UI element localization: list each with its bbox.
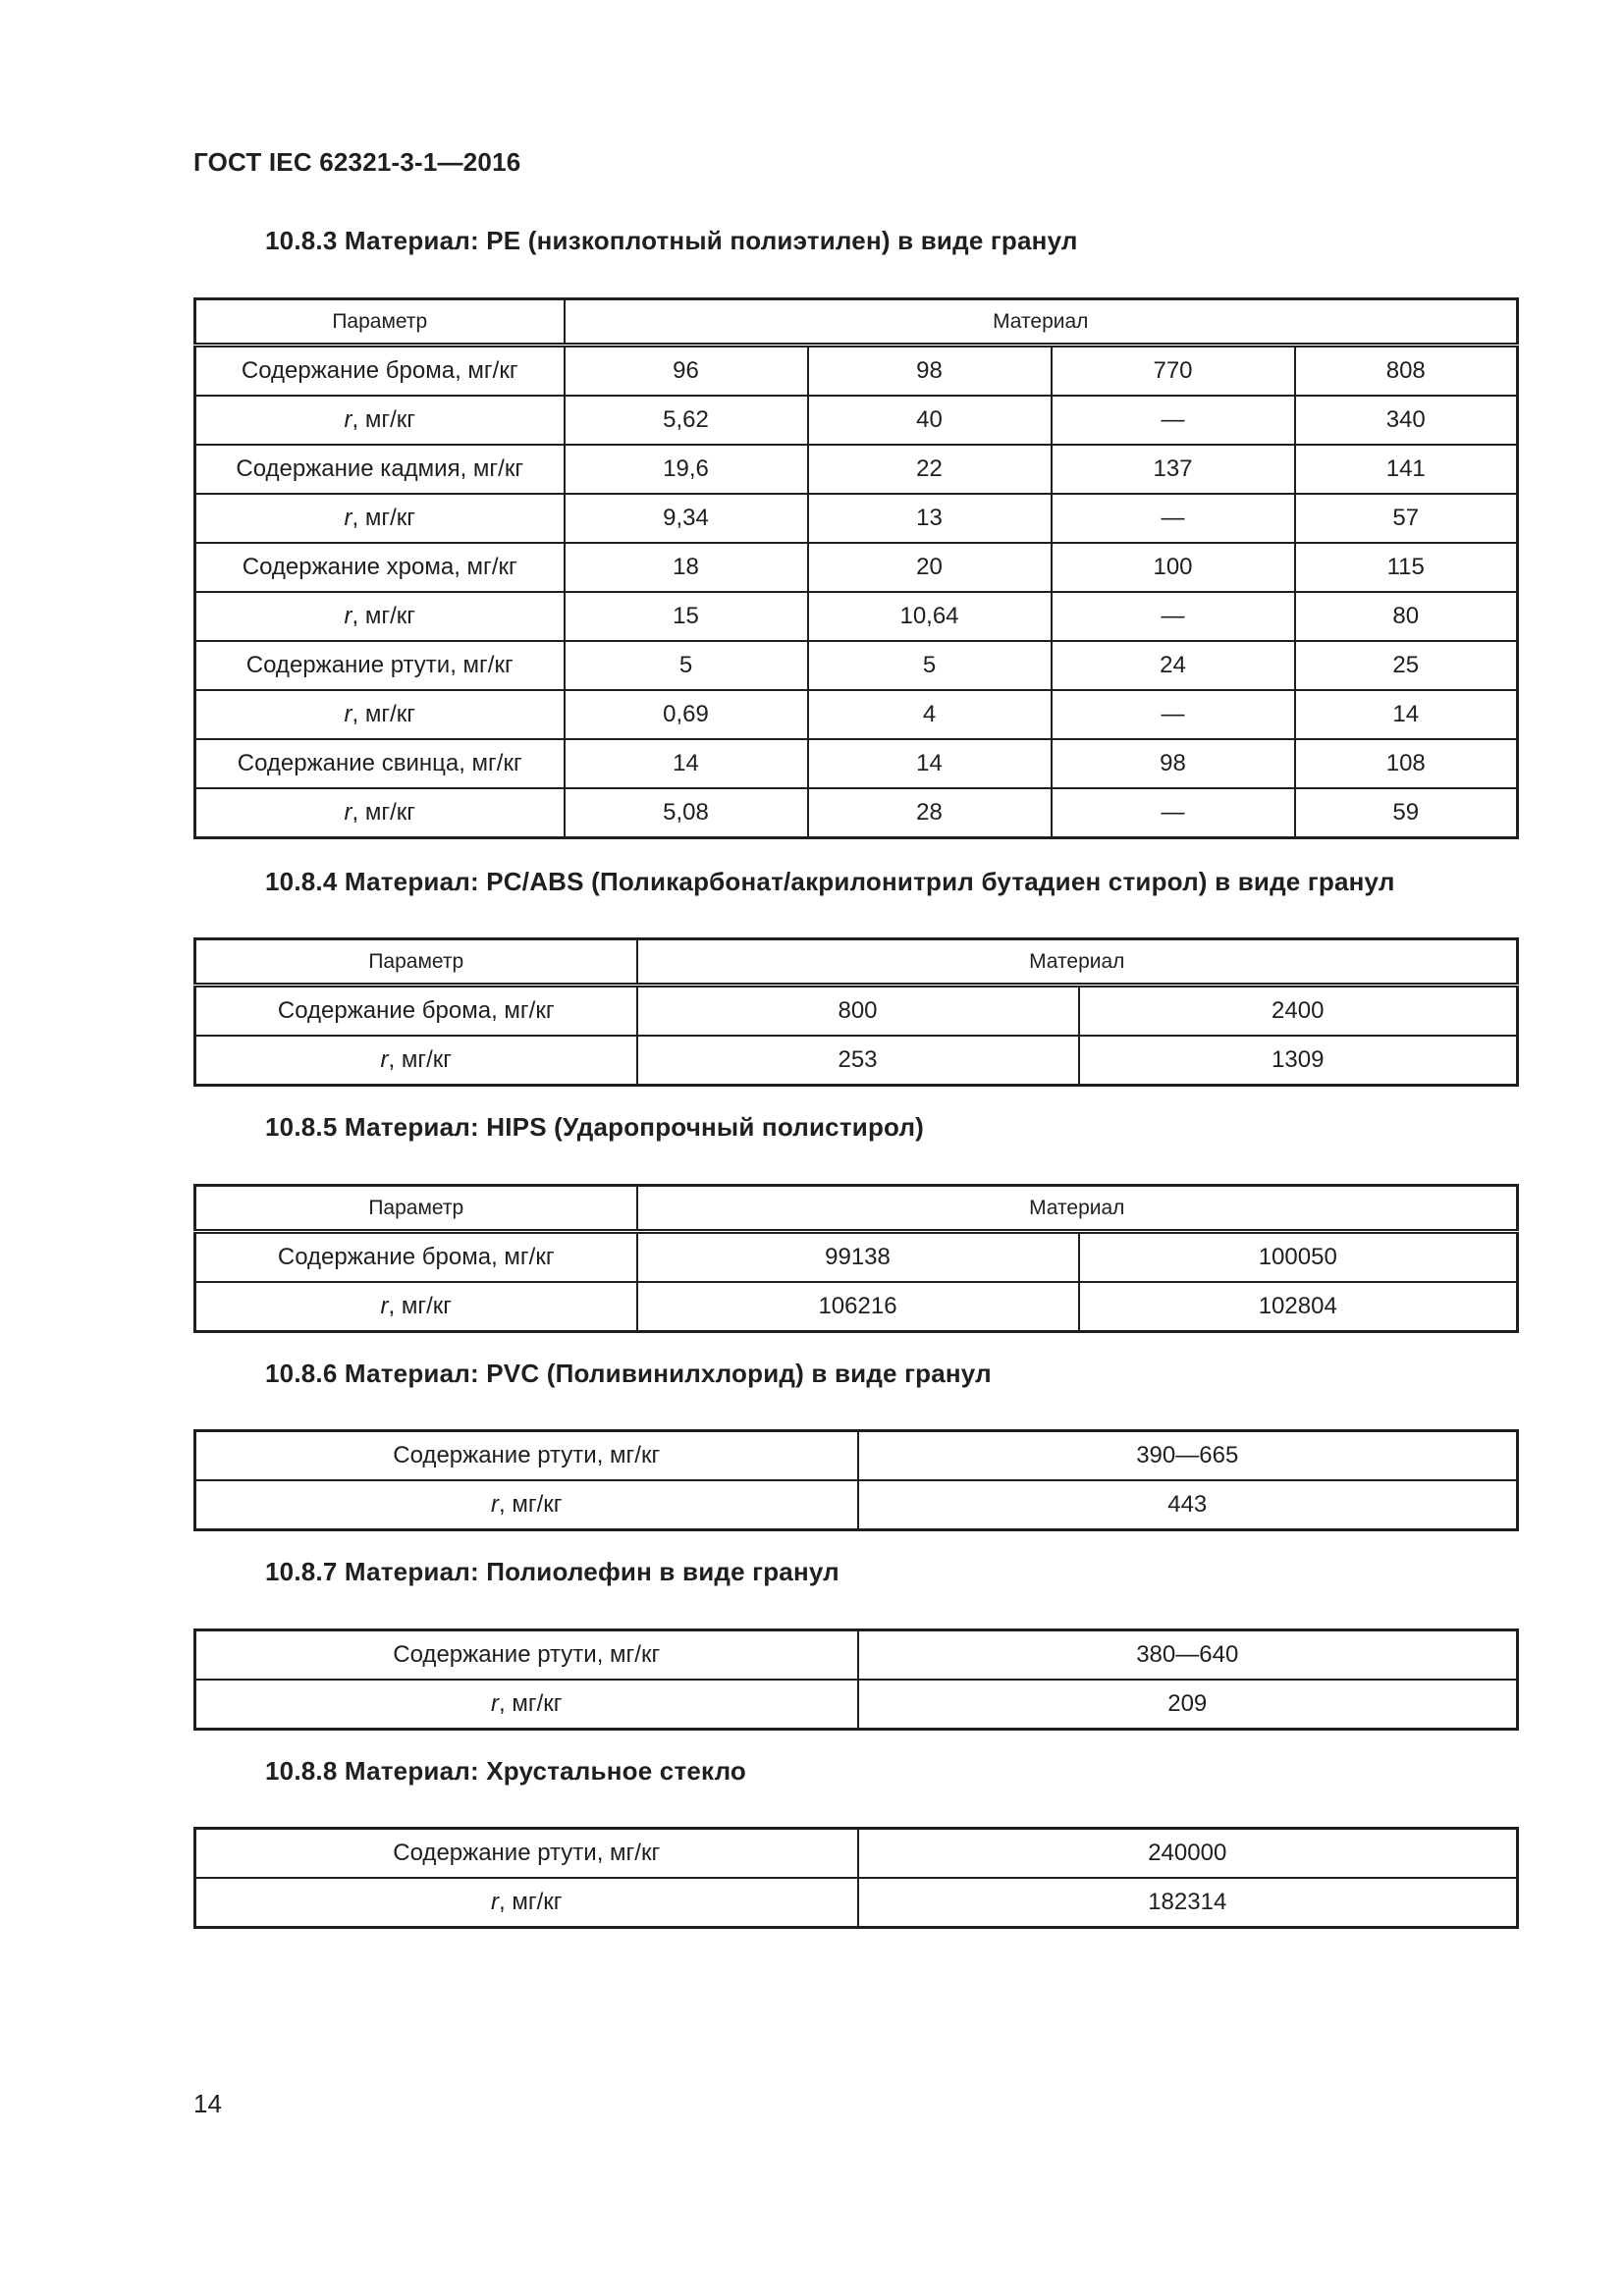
- unit-label: , мг/кг: [352, 603, 415, 629]
- table-header-row: [195, 299, 1518, 346]
- table-hips: [193, 1184, 1519, 1333]
- row-label: Содержание ртути, мг/кг: [195, 1630, 858, 1681]
- r-symbol: r: [344, 505, 352, 531]
- r-symbol: r: [344, 603, 352, 629]
- cell-value: 115: [1295, 543, 1518, 592]
- cell-value: 5: [565, 641, 808, 690]
- table-row: [195, 1232, 1518, 1283]
- cell-value: 5: [808, 641, 1052, 690]
- section-title-10-8-7: 10.8.7 Материал: Полиолефин в виде гранул: [265, 1557, 839, 1586]
- table-header-row: [195, 1186, 1518, 1232]
- section-title-10-8-5: 10.8.5 Материал: HIPS (Ударопрочный полистирол): [265, 1112, 925, 1142]
- table-row: [195, 690, 1518, 739]
- cell-value: 182314: [858, 1878, 1518, 1928]
- table-pe: [193, 297, 1519, 839]
- cell-value: 808: [1295, 346, 1518, 397]
- document-header: ГОСТ IEC 62321-3-1—2016: [193, 147, 521, 177]
- cell-value: 28: [808, 788, 1052, 838]
- row-label: Содержание кадмия, мг/кг: [195, 445, 565, 494]
- cell-value: 25: [1295, 641, 1518, 690]
- cell-value: —: [1052, 494, 1295, 543]
- unit-label: , мг/кг: [352, 799, 415, 826]
- unit-label: , мг/кг: [352, 406, 415, 433]
- unit-label: , мг/кг: [352, 701, 415, 727]
- cell-value: 10,64: [808, 592, 1052, 641]
- row-label: Содержание хрома, мг/кг: [195, 543, 565, 592]
- row-label: [195, 1680, 858, 1730]
- cell-value: 770: [1052, 346, 1295, 397]
- table-pvc: [193, 1429, 1519, 1531]
- table-row: [195, 592, 1518, 641]
- row-label: [195, 494, 565, 543]
- section-title-10-8-6: 10.8.6 Материал: PVC (Поливинилхлорид) в виде гранул: [265, 1359, 992, 1388]
- param-header: Параметр: [195, 1186, 637, 1232]
- r-symbol: r: [344, 406, 352, 433]
- table-row: [195, 445, 1518, 494]
- cell-value: 100: [1052, 543, 1295, 592]
- row-label: [195, 788, 565, 838]
- r-symbol: r: [380, 1293, 389, 1319]
- cell-value: 108: [1295, 739, 1518, 788]
- unit-label: , мг/кг: [388, 1293, 452, 1319]
- table-row: [195, 1431, 1518, 1481]
- row-label: Содержание ртути, мг/кг: [195, 641, 565, 690]
- cell-value: 141: [1295, 445, 1518, 494]
- table-row: [195, 1282, 1518, 1332]
- table-header-row: [195, 939, 1518, 986]
- cell-value: 1309: [1079, 1036, 1518, 1086]
- r-symbol: r: [490, 1889, 499, 1915]
- row-label: [195, 1480, 858, 1530]
- cell-value: 19,6: [565, 445, 808, 494]
- section-title-10-8-4: 10.8.4 Материал: PC/ABS (Поликарбонат/акрилонитрил бутадиен стирол) в виде гранул: [265, 867, 1395, 896]
- cell-value: 13: [808, 494, 1052, 543]
- table-row: [195, 1630, 1518, 1681]
- param-header: Параметр: [195, 939, 637, 986]
- param-header: Параметр: [195, 299, 565, 346]
- cell-value: 102804: [1079, 1282, 1518, 1332]
- table-row: [195, 739, 1518, 788]
- section-title-10-8-8: 10.8.8 Материал: Хрустальное стекло: [265, 1756, 747, 1786]
- cell-value: 99138: [637, 1232, 1079, 1283]
- table-row: [195, 1829, 1518, 1879]
- table-row: [195, 1480, 1518, 1530]
- cell-value: 137: [1052, 445, 1295, 494]
- cell-value: 106216: [637, 1282, 1079, 1332]
- row-label: [195, 1036, 637, 1086]
- page-number: 14: [193, 2089, 222, 2118]
- row-label: [195, 1878, 858, 1928]
- cell-value: 253: [637, 1036, 1079, 1086]
- row-label: Содержание ртути, мг/кг: [195, 1431, 858, 1481]
- table-row: [195, 1680, 1518, 1730]
- unit-label: , мг/кг: [388, 1046, 452, 1073]
- cell-value: 59: [1295, 788, 1518, 838]
- cell-value: 390—665: [858, 1431, 1518, 1481]
- r-symbol: r: [490, 1491, 499, 1518]
- table-polyolefin: [193, 1629, 1519, 1731]
- cell-value: 98: [1052, 739, 1295, 788]
- table-pc-abs: [193, 937, 1519, 1087]
- r-symbol: r: [380, 1046, 389, 1073]
- material-header: Материал: [637, 939, 1518, 986]
- row-label: [195, 592, 565, 641]
- unit-label: , мг/кг: [498, 1690, 563, 1717]
- unit-label: , мг/кг: [498, 1491, 563, 1518]
- cell-value: 14: [565, 739, 808, 788]
- cell-value: 20: [808, 543, 1052, 592]
- cell-value: 40: [808, 396, 1052, 445]
- row-label: Содержание брома, мг/кг: [195, 346, 565, 397]
- cell-value: 5,08: [565, 788, 808, 838]
- cell-value: —: [1052, 396, 1295, 445]
- row-label: [195, 1282, 637, 1332]
- cell-value: 240000: [858, 1829, 1518, 1879]
- cell-value: 22: [808, 445, 1052, 494]
- cell-value: 380—640: [858, 1630, 1518, 1681]
- cell-value: 80: [1295, 592, 1518, 641]
- table-row: [195, 641, 1518, 690]
- cell-value: 14: [1295, 690, 1518, 739]
- table-row: [195, 494, 1518, 543]
- cell-value: 5,62: [565, 396, 808, 445]
- table-row: [195, 543, 1518, 592]
- cell-value: 4: [808, 690, 1052, 739]
- cell-value: 14: [808, 739, 1052, 788]
- cell-value: —: [1052, 690, 1295, 739]
- table-row: [195, 1036, 1518, 1086]
- cell-value: 9,34: [565, 494, 808, 543]
- cell-value: 800: [637, 986, 1079, 1037]
- cell-value: 15: [565, 592, 808, 641]
- r-symbol: r: [344, 799, 352, 826]
- cell-value: 100050: [1079, 1232, 1518, 1283]
- section-title-10-8-3: 10.8.3 Материал: PE (низкоплотный полиэтилен) в виде гранул: [265, 226, 1078, 255]
- row-label: Содержание брома, мг/кг: [195, 986, 637, 1037]
- row-label: Содержание свинца, мг/кг: [195, 739, 565, 788]
- cell-value: 2400: [1079, 986, 1518, 1037]
- table-row: [195, 346, 1518, 397]
- unit-label: , мг/кг: [352, 505, 415, 531]
- cell-value: 98: [808, 346, 1052, 397]
- row-label: Содержание ртути, мг/кг: [195, 1829, 858, 1879]
- material-header: Материал: [637, 1186, 1518, 1232]
- r-symbol: r: [344, 701, 352, 727]
- cell-value: 57: [1295, 494, 1518, 543]
- cell-value: 24: [1052, 641, 1295, 690]
- cell-value: 0,69: [565, 690, 808, 739]
- row-label: [195, 690, 565, 739]
- table-row: [195, 1878, 1518, 1928]
- material-header: Материал: [565, 299, 1518, 346]
- cell-value: —: [1052, 592, 1295, 641]
- table-row: [195, 986, 1518, 1037]
- cell-value: 96: [565, 346, 808, 397]
- cell-value: 209: [858, 1680, 1518, 1730]
- table-row: [195, 396, 1518, 445]
- table-row: [195, 788, 1518, 838]
- r-symbol: r: [490, 1690, 499, 1717]
- unit-label: , мг/кг: [498, 1889, 563, 1915]
- cell-value: 443: [858, 1480, 1518, 1530]
- cell-value: —: [1052, 788, 1295, 838]
- row-label: Содержание брома, мг/кг: [195, 1232, 637, 1283]
- row-label: [195, 396, 565, 445]
- table-crystal-glass: [193, 1827, 1519, 1929]
- cell-value: 340: [1295, 396, 1518, 445]
- cell-value: 18: [565, 543, 808, 592]
